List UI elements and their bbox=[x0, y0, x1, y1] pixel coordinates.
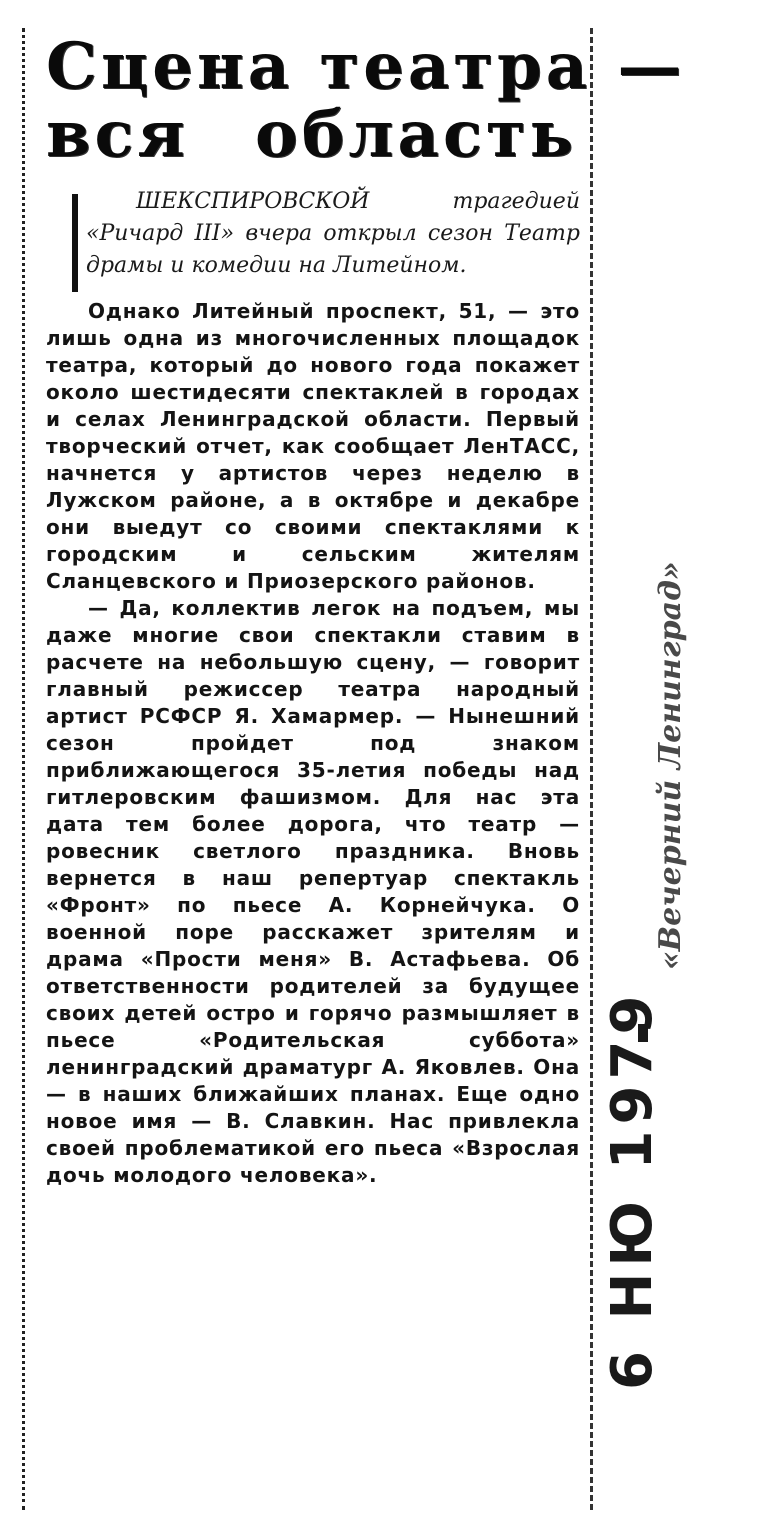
lead-paragraph: ШЕКСПИРОВСКОЙ трагедией «Ричард III» вчера открыл сезон Театр драмы и комедии на Литейном. bbox=[86, 189, 580, 278]
lead-rule bbox=[72, 194, 78, 292]
body-paragraph-2: — Да, коллектив легок на подъем, мы даже многие свои спектакли ставим в расчете на небольшую сцену, — говорит главный режиссер театра народный артист РСФСР Я. Хамармер. — Нынешний сезон пройдет под знаком приближающегося 35-летия победы над гитлеровским фашизмом. Для нас эта дата тем более дорога, что театр — ровесник светлого праздника. Вновь вернется в наш репертуар спектакль «Фронт» по пьесе А. Корнейчука. О военной поре расскажет зрителям и драма «Прости меня» В. Астафьева. Об ответственности родителей за будущее своих детей остро и горячо размышляет в пьесе «Родительская суббота» ленинградский драматург А. Яковлев. Она — в наших ближайших планах. Еще одно новое имя — В. Славкин. Нас привлекла своей проблематикой его пьеса «Взрослая дочь молодого человека». bbox=[46, 596, 580, 1187]
headline-line-1: Сцена театра — bbox=[46, 29, 686, 104]
body-paragraph-1: Однако Литейный проспект, 51, — это лишь одна из многочисленных площадок театра, который до нового года покажет около шестидесяти спектаклей в городах и селах Ленинградской области. Первый творческий отчет, как сообщает ЛенТАСС, начнется у артистов через неделю в Лужском районе, а в октябре и декабре они выедут со своими спектаклями к городским и сельским жителям Сланцевского и Приозерского районов. bbox=[46, 299, 580, 593]
clipping-left-edge bbox=[22, 28, 25, 1510]
date-stamp-text: 6 НЮ 1979 bbox=[600, 989, 665, 1390]
clipping-right-edge bbox=[590, 28, 593, 1510]
article-lead bbox=[46, 186, 580, 282]
article-headline bbox=[46, 29, 686, 172]
newspaper-source-text: «Вечерний Ленинград» bbox=[653, 561, 688, 970]
headline-line-2: вся область bbox=[46, 97, 578, 172]
article-body bbox=[46, 298, 580, 1189]
date-stamp bbox=[598, 989, 668, 1390]
newspaper-source-stamp bbox=[648, 490, 746, 970]
